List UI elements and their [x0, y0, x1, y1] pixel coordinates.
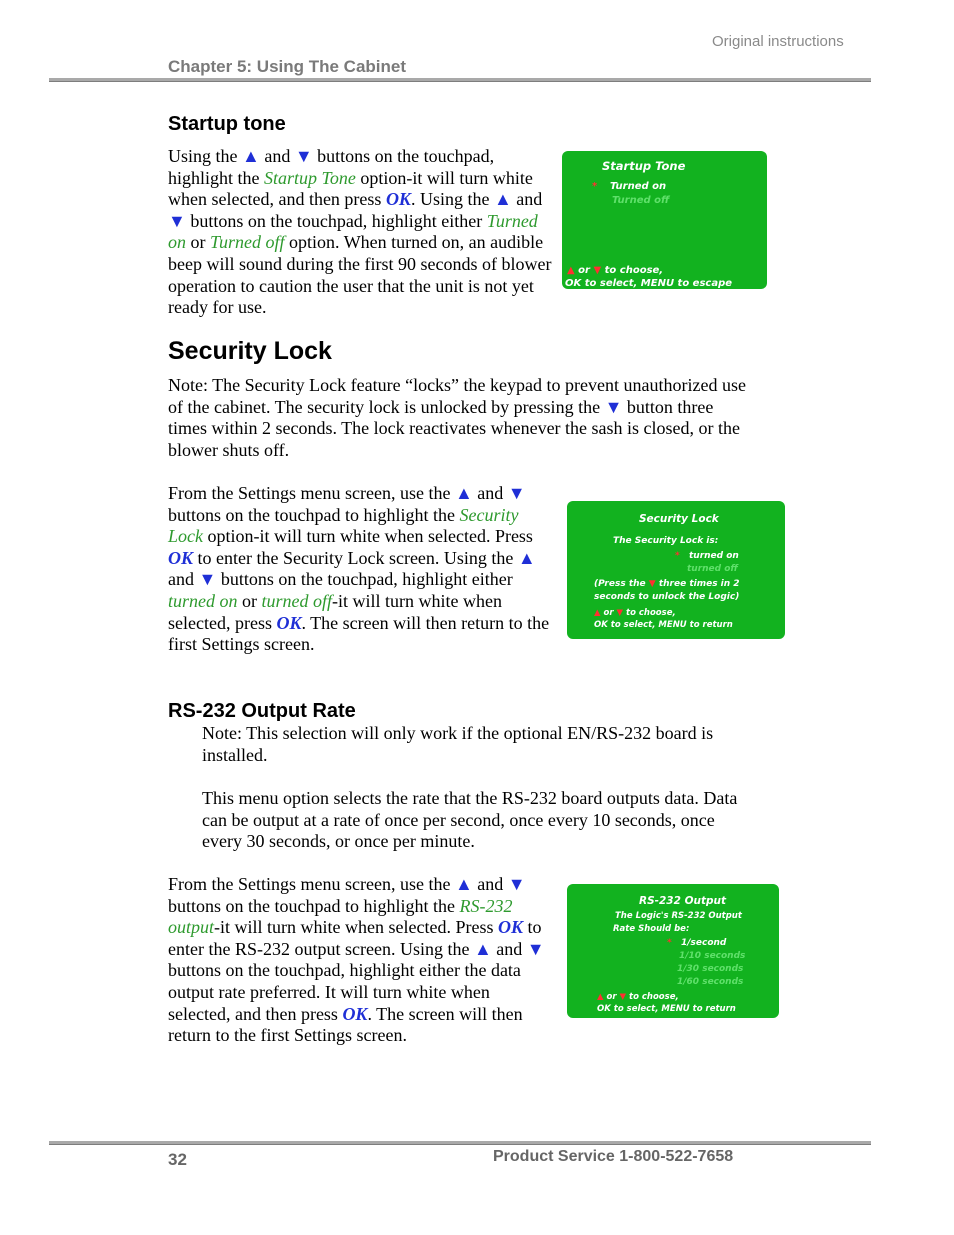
header-rule — [49, 78, 871, 82]
product-service-phone: Product Service 1-800-522-7658 — [493, 1148, 734, 1165]
screen-title: Startup Tone — [602, 159, 686, 173]
up-arrow-icon: ▲ — [454, 874, 473, 894]
chapter-title: Chapter 5: Using The Cabinet — [168, 57, 407, 76]
screen-item-turned-off: Turned off — [612, 195, 670, 206]
selection-marker-icon: * — [675, 551, 680, 561]
down-key-icon: ▼ — [593, 265, 602, 276]
screen-title: RS-232 Output — [639, 895, 727, 907]
startup-tone-option-ref: Startup Tone — [264, 167, 356, 188]
rs232-paragraph: From the Settings menu screen, use the ▲ and ▼ buttons on the touchpad to highlight the RS-232 output-it will turn white when selected. Press OK to enter the RS-232 output screen. Using the ▲ and ▼ buttons on the touchpad, highlight either the data output rate preferred. It will turn white when selected, and then press OK. The screen will then return to the first Settings screen. — [168, 874, 545, 1046]
security-lock-paragraph: From the Settings menu screen, use the ▲ and ▼ buttons on the touchpad to highlight the Security Lock option-it will turn white when selected. Press OK to enter the Security Lock screen. Using the ▲ and ▼ buttons on the touchpad, highlight either turned on or turned off-it will turn white when selected, press OK. The screen will then return to the first Settings screen. — [168, 483, 550, 655]
turned-off-ref: turned off — [261, 590, 332, 611]
turned-on-ref: Turned on — [168, 210, 538, 253]
up-key-icon: ▲ — [597, 992, 604, 1002]
page-number: 32 — [168, 1150, 187, 1169]
ok-key-ref: OK — [276, 612, 302, 633]
rs232-output-option-ref: RS-232 output — [168, 895, 513, 938]
screen-item-60-seconds: 1/60 seconds — [677, 977, 744, 987]
screen-press-line2: seconds to unlock the Logic) — [594, 592, 740, 602]
screen-item-10-seconds: 1/10 seconds — [679, 951, 746, 961]
original-instructions-label: Original instructions — [712, 33, 844, 50]
ok-key-ref: OK — [342, 1003, 368, 1024]
ok-key-ref: OK — [385, 189, 411, 210]
screen-line1: The Security Lock is: — [613, 536, 719, 546]
screen-title: Security Lock — [639, 513, 719, 525]
down-arrow-icon: ▼ — [198, 569, 217, 590]
screen-footer-line2: OK to select, MENU to return — [594, 620, 733, 630]
screen-footer-line1: ▲ or ▼ to choose, — [567, 265, 664, 276]
down-arrow-icon: ▼ — [604, 396, 623, 417]
up-arrow-icon: ▲ — [493, 189, 512, 210]
rs232-note: Note: This selection will only work if the optional EN/RS-232 board is installed. — [202, 723, 714, 765]
down-arrow-icon: ▼ — [507, 483, 526, 503]
rs232-description: This menu option selects the rate that the RS-232 board outputs data. Data can be output at a rate of once per second, once every 10 seconds, once every 30 seconds, or once per minute. — [202, 788, 738, 852]
selection-marker-icon: * — [592, 181, 598, 192]
up-key-icon: ▲ — [567, 265, 575, 276]
selection-marker-icon: * — [667, 938, 672, 948]
security-lock-screen — [567, 501, 785, 639]
screen-footer-line2: OK to select, MENU to escape — [565, 278, 733, 289]
screen-item-turned-off: turned off — [687, 564, 738, 574]
security-lock-note: Note: The Security Lock feature “locks” the keypad to prevent unauthorized use of the cabinet. The security lock is unlocked by pressing the ▼ button three times within 2 seconds. The lock reactivates whenever the sash is closed, or the blower shuts off. — [168, 375, 746, 460]
up-arrow-icon: ▲ — [242, 146, 260, 166]
screen-item-1-second: 1/second — [681, 938, 727, 948]
startup-tone-heading: Startup tone — [168, 113, 286, 135]
security-lock-heading: Security Lock — [168, 337, 332, 365]
up-arrow-icon: ▲ — [473, 938, 492, 959]
down-arrow-icon: ▼ — [168, 210, 186, 231]
down-key-icon: ▼ — [648, 579, 656, 589]
screen-item-turned-on: Turned on — [610, 181, 667, 192]
security-lock-option-ref: Security Lock — [168, 504, 519, 547]
screen-line2: Rate Should be: — [613, 924, 690, 934]
down-key-icon: ▼ — [616, 608, 624, 618]
screen-footer-line2: OK to select, MENU to return — [597, 1004, 736, 1014]
up-arrow-icon: ▲ — [454, 483, 473, 503]
startup-tone-screen — [562, 151, 767, 289]
rs232-output-screen — [567, 884, 779, 1018]
down-key-icon: ▼ — [619, 992, 627, 1002]
up-key-icon: ▲ — [594, 608, 601, 618]
up-arrow-icon: ▲ — [517, 547, 536, 568]
down-arrow-icon: ▼ — [294, 146, 313, 166]
rs232-heading: RS-232 Output Rate — [168, 700, 356, 722]
screen-line1: The Logic's RS-232 Output — [615, 911, 742, 921]
down-arrow-icon: ▼ — [526, 938, 545, 959]
turned-on-ref: turned on — [168, 590, 238, 611]
screen-item-30-seconds: 1/30 seconds — [677, 964, 744, 974]
down-arrow-icon: ▼ — [507, 874, 526, 894]
ok-key-ref: OK — [168, 547, 194, 568]
screen-footer-line1: ▲ or ▼ to choose, — [594, 608, 676, 618]
screen-press-line1: (Press the ▼ three times in 2 — [594, 579, 740, 589]
footer-rule — [49, 1141, 871, 1145]
startup-tone-paragraph: Using the ▲ and ▼ buttons on the touchpad, highlight the Startup Tone option-it will turn white when selected, and then press OK. Using the ▲ and ▼ buttons on the touchpad, highlight either Turned on or Turned off option. When turned on, an audible beep will sound during the first 90 seconds of blower operation to caution the user that the unit is not yet ready for use. — [168, 146, 552, 318]
turned-off-ref: Turned off — [210, 232, 285, 253]
ok-key-ref: OK — [497, 917, 523, 938]
screen-footer-line1: ▲ or ▼ to choose, — [597, 992, 679, 1002]
screen-item-turned-on: turned on — [689, 551, 739, 561]
